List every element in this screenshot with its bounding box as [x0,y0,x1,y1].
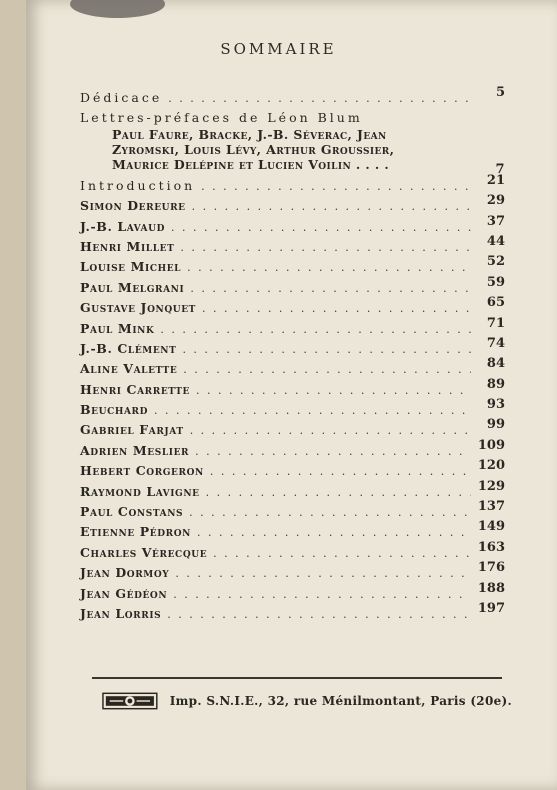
toc-entry-label: Lettres-préfaces de Léon Blum [80,110,363,126]
toc-entry [80,397,505,422]
toc-entry-page: 59 [486,274,505,290]
toc-entry-label: Beuchard [80,402,149,418]
imprint-text: Imp. S.N.I.E., 32, rue Ménilmontant, Paris (20e). [169,694,512,708]
toc-entry-page: 74 [486,335,505,351]
toc-entry-page: 71 [486,315,505,331]
dot-leader [168,92,471,105]
toc-entry-label: Charles Vérecque [80,544,208,560]
dot-leader [167,608,471,621]
dot-leader [175,567,471,580]
dot-leader [187,261,471,274]
toc-entry [80,274,505,300]
toc-entry-page: 5 [495,85,505,100]
dot-leader [206,486,471,499]
toc-entry-page: 93 [486,397,505,413]
toc-entry [80,560,505,585]
toc-entry-label: Introduction [80,177,196,193]
toc-continuation-text: Maurice Delépine et Lucien Voilin . . . . [112,156,390,172]
dot-leader [197,526,471,539]
toc-entry [80,356,505,381]
toc-entry-page: 188 [477,580,505,596]
toc-entry [80,499,505,524]
toc-entry [80,600,505,626]
toc-entry-label: J.-B. Lavaud [80,218,165,234]
dot-leader [201,180,471,193]
toc-entry [80,519,505,544]
toc-entry-page: 120 [477,458,505,474]
toc-entry [80,458,505,483]
toc-entry-page: 65 [486,295,505,311]
toc-entry [80,335,505,361]
toc-entry-page: 129 [477,478,505,494]
dot-leader [192,200,471,213]
dot-leader [213,547,471,560]
dot-leader [182,343,471,356]
toc-entry [80,295,505,320]
dot-leader [190,282,471,295]
toc-entry-label: Jean Gédéon [80,585,168,601]
toc-entry-page: 99 [486,417,505,433]
toc-entry-page: 89 [486,376,505,392]
toc-entry-label: Dédicace [80,90,163,105]
dot-leader [195,445,471,458]
toc-entry-label: Gustave Jonquet [80,300,196,316]
toc-entry [80,539,505,565]
toc-entry-page: 137 [477,499,505,515]
dot-leader [202,302,471,315]
toc-entry [80,193,505,218]
dot-leader [160,323,471,336]
dot-leader [196,384,471,397]
toc-entry-label: Louise Michel [80,259,182,275]
toc-entry [80,172,505,198]
toc-entry-page: 197 [477,600,505,616]
toc-entry-label: Jean Lorris [80,605,162,621]
printer-mark-icon [102,690,158,712]
toc-entry-label: Simon Dereure [80,198,186,214]
dot-leader [154,404,471,417]
toc-entry-page: 176 [477,560,505,576]
footer-divider [92,677,502,679]
toc-entry [80,376,505,402]
dot-leader [190,424,471,437]
toc-entry-label: Paul Melgrani [80,279,185,295]
toc-entry-page: 52 [486,254,505,270]
dot-leader [210,465,471,478]
toc-entry-page: 109 [477,437,505,453]
toc-entry-continuation [80,156,505,177]
toc-entry [80,315,505,341]
toc-entry-label: Paul Mink [80,320,155,336]
toc-entry-page: 84 [486,356,505,372]
toc-entry-page: 7 [495,161,505,177]
page-title: SOMMAIRE [220,40,337,58]
toc-entry-page: 21 [486,172,505,188]
printer-imprint [102,690,512,712]
dot-leader [171,221,471,234]
toc-entry-continuation: Paul Faure, Bracke, J.-B. Séverac, Jean [112,126,387,142]
toc-entry [80,478,505,504]
toc-entry-page: 149 [477,519,505,535]
toc-entry [80,110,505,177]
toc-entry-page: 163 [477,539,505,555]
toc-entry [80,254,505,279]
toc-entry-label: Aline Valette [80,361,178,377]
toc-entry [80,233,505,259]
dot-leader [183,363,471,376]
toc-entry-label: Gabriel Farjat [80,422,184,438]
toc-entry-label: Raymond Lavigne [80,483,200,499]
toc-entry-label: Adrien Meslier [80,442,190,458]
toc-entry-page: 37 [486,213,505,229]
toc-entry [80,417,505,442]
toc-entry-label: Henri Millet [80,238,175,254]
toc-entry-label: J.-B. Clément [80,340,177,356]
dot-leader [180,241,471,254]
dot-leader [173,588,471,601]
dot-leader [189,506,471,519]
toc-entry [80,437,505,463]
toc-entry-page: 44 [486,233,505,249]
toc-entry [80,213,505,239]
toc-entry-label: Jean Dormoy [80,565,170,581]
toc-entry [80,580,505,606]
toc-entry-label: Paul Constans [80,504,184,520]
toc-entry-page: 29 [486,193,505,209]
toc-entry-continuation: Zyromski, Louis Lévy, Arthur Groussier, [112,141,395,157]
toc-entry [80,85,505,110]
toc-entry-label: Hebert Corgeron [80,463,204,479]
toc-entry-label: Etienne Pédron [80,524,191,540]
toc-entry-label: Henri Carrette [80,381,191,397]
table-of-contents [80,85,505,626]
